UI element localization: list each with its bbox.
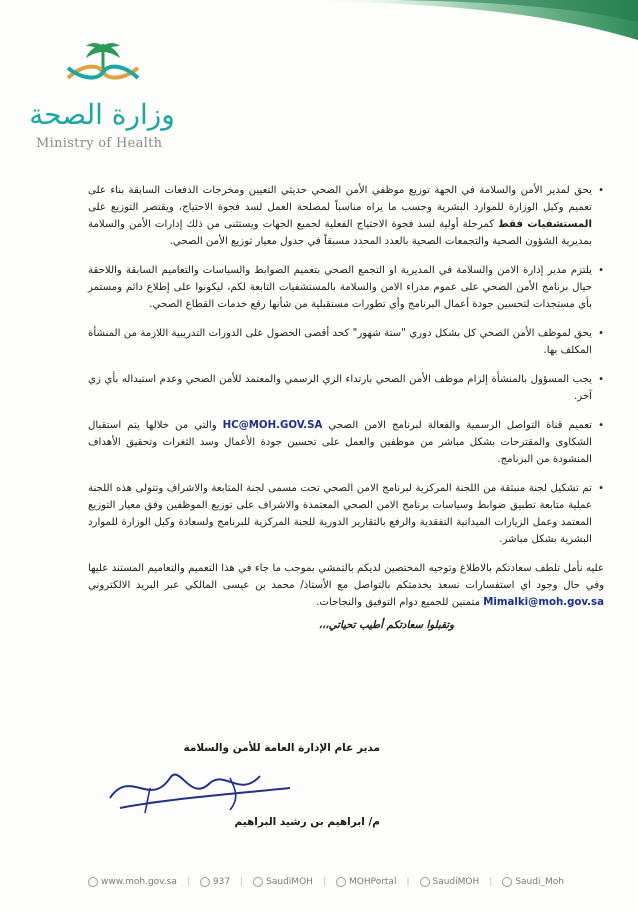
item-text-segment: تم تشكيل لجنة منبثقة من اللجنة المركزية لبرنامج الامن الصحي تحت مسمى لجنة المتابعة والاشراف وتتولى هذه اللجنة عملية متابعة تطبيق ضوابط وسياسات برنامج الامن الصحي المعتمدة والاشراف على توزيع الموظفين وفق معيار التوزيع المعتمد وعمل الزيارات الميدانية التفقدية والرفع بالتقارير الدورية للجنة المركزية للبرنامج ولسعادة وكيل الوزارة للموارد البشرية بشكل مباشر. — [88, 483, 592, 545]
item-text-segment: يجب المسؤول بالمنشأة إلزام موظف الأمن الصحي بارتداء الزي الرسمي والمعتمد للأمن الصحي وعدم استبداله بأي زي آخر. — [88, 374, 592, 402]
header-stripe-decoration — [278, 0, 638, 60]
item-text-segment: يحق لمدير الأمن والسلامة في الجهة توزيع موظفي الأمن الصحي حديثي التعيين ومخرجات الدفعات السابقة بناء على تعميم وكيل الوزارة للموارد البشرية وحسب ما يراه مناسباً لمصلحة العمل لسد فجوة الاحتياج، ويقتصر التوزيع على — [88, 185, 592, 213]
item-text — [88, 328, 592, 356]
handwritten-signature — [90, 758, 310, 818]
item-text-segment: يلتزم مدير إدارة الامن والسلامة في المديرية او التجمع الصحي بتعميم الضوابط والسياسات والتعاميم السابقة واللاحقة حيال برنامج الأمن الصحي على عموم مدراء الامن والسلامة بالمستشفيات التابعة لكم، ليكونوا على إطلاع دائم ومستمر بأي مستجدات لتحسين جودة أعمال البرنامج وأي تطورات مستقبلية من شأنها رفع خدمات القطاع الصحي. — [88, 265, 592, 310]
item-text — [88, 185, 592, 247]
ministry-logo — [28, 40, 178, 152]
footer-separator: | — [489, 877, 493, 887]
signature-block — [80, 730, 380, 830]
item-text — [88, 420, 592, 465]
footer-separator: | — [240, 877, 244, 887]
letter-body — [88, 182, 604, 634]
item-text — [88, 483, 592, 545]
item-text-segment: كمرحلة أولية لسد فجوة الاحتياج الفعلية لجميع الجهات ويستثنى من ذلك إدارات الأمن والسلامة بمديرية الشؤون الصحية والتجمعات الصحية بالعدد المحدد مسبقاً في جدول معيار توزيع الأمن الصحي. — [88, 219, 592, 247]
logo-english-text: Ministry of Health — [36, 136, 163, 151]
closing-text: عليه نأمل تلطف سعادتكم بالاطلاع وتوجيه المختصين لديكم بالتمشي بموجب ما جاء في هذا التعميم والتعاميم المستند عليها وفي حال وجود اي استفسارات نسعد بخدمتكم بالتواصل مع الأستاذ/ محمد بن عيسى المالكي عبر البريد الالكتروني — [88, 563, 604, 591]
item-text — [88, 265, 592, 310]
footer-item-label: SaudiMOH — [266, 877, 313, 887]
footer-separator: | — [406, 877, 410, 887]
footer-separator: | — [186, 877, 190, 887]
closing-paragraph — [88, 560, 604, 611]
snapchat-icon — [502, 877, 512, 887]
item-text — [88, 374, 592, 402]
footer-item[interactable] — [200, 877, 230, 887]
facebook-icon — [420, 877, 430, 887]
signatory-title: مدير عام الإدارة العامة للأمن والسلامة — [183, 742, 380, 754]
item-text-segment: والتي من خلالها يتم استقبال الشكاوى والمقترحات بشكل مباشر من موظفين والعمل على تحسين جودة الأعمال وسد الثغرات وتحقيق الأهداف المنشودة من البرنامج. — [88, 420, 592, 465]
footer-item[interactable] — [253, 877, 313, 887]
footer-item-label: Saudi_Moh — [515, 877, 564, 887]
list-item — [88, 325, 604, 359]
contact-email-link[interactable]: Mimalki@moh.gov.sa — [483, 597, 604, 608]
list-item — [88, 262, 604, 313]
footer-separator: | — [322, 877, 326, 887]
email-link[interactable]: HC@MOH.GOV.SA — [222, 420, 323, 431]
list-item — [88, 182, 604, 250]
item-text-segment: يحق لموظف الأمن الصحي كل بشكل دوري "ستة شهور" كحد أقصى الحصول على الدورات التدريبية اللازمة من المنشأة المكلف بها. — [88, 328, 592, 356]
footer-item-label: SaudiMOH — [432, 877, 480, 887]
list-item — [88, 480, 604, 548]
youtube-icon — [336, 877, 346, 887]
footer-item[interactable] — [420, 877, 480, 887]
closing-text-end: متمنين للجميع دوام التوفيق والنجاحات. — [316, 597, 484, 608]
bullet-icon: • — [598, 374, 604, 385]
footer-item-label: 937 — [212, 877, 231, 887]
signatory-name: م/ ابراهيم بن رشيد البراهيم — [234, 816, 380, 828]
bullet-icon: • — [598, 483, 604, 494]
list-item — [88, 417, 604, 468]
list-item — [88, 371, 604, 405]
bullet-icon: • — [598, 420, 604, 431]
footer-item[interactable] — [88, 877, 177, 887]
bullet-icon: • — [598, 185, 604, 196]
item-list — [88, 182, 604, 548]
logo-arabic-text: وزارة الصحة — [29, 98, 175, 131]
footer-item-label: www.moh.gov.sa — [101, 877, 177, 887]
footer-item[interactable] — [502, 877, 564, 887]
footer-item-label: MOHPortal — [348, 877, 397, 887]
phone-icon — [200, 877, 210, 887]
twitter-icon — [253, 877, 263, 887]
item-text-segment: المستشفيات فقط — [498, 219, 592, 230]
palm-emblem-icon — [58, 40, 148, 98]
bullet-icon: • — [598, 328, 604, 339]
item-text-segment: تعميم قناة التواصل الرسمية والفعالة لبرنامج الامن الصحي — [322, 420, 593, 431]
globe-icon — [88, 877, 98, 887]
footer-item[interactable] — [336, 877, 396, 887]
bullet-icon: • — [598, 265, 604, 276]
regards-line: وتقبلوا سعادتكم أطيب تحياتي،،، — [318, 620, 454, 631]
footer-contacts — [88, 872, 588, 892]
